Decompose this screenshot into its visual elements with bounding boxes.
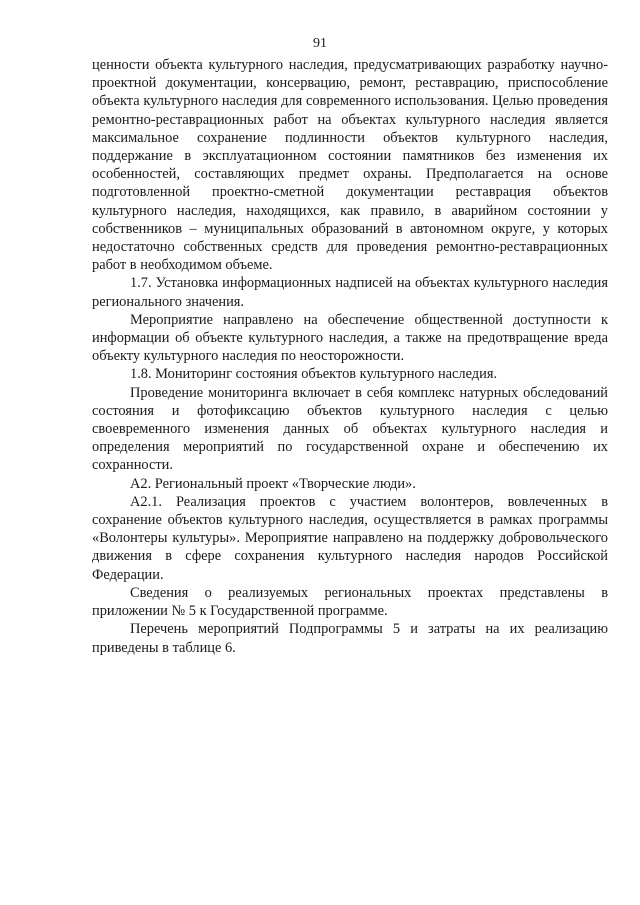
paragraph-regional-projects-note: Сведения о реализуемых региональных проектах представлены в приложении № 5 к Государственной программе.	[92, 584, 608, 620]
page-number: 91	[313, 36, 327, 51]
document-body	[92, 56, 608, 657]
paragraph-continuation: ценности объекта культурного наследия, предусматривающих разработку научно-проектной документации, консервацию, ремонт, реставрацию, приспособление объекта культурного наследия для современного использования. Целью проведения ремонтно-реставрационных работ на объектах культурного наследия является максимальное сохранение подлинности объектов культурного наследия, поддержание в эксплуатационном состоянии памятников без изменения их особенностей, составляющих предмет охраны. Предполагается на основе подготовленной проектно-сметной документации реставрация объектов культурного наследия, находящихся, как правило, в аварийном состоянии у собственников – муниципальных образований в автономном округе, у которых недостаточно собственных средств для проведения ремонтно-реставрационных работ в необходимом объеме.	[92, 57, 608, 274]
paragraph-item-a2-1: А2.1. Реализация проектов с участием волонтеров, вовлеченных в сохранение объектов культурного наследия, осуществляется в рамках программы «Волонтеры культуры». Мероприятие направлено на поддержку добровольческого движения в сфере сохранения культурного наследия народов Российской Федерации.	[92, 493, 608, 583]
paragraph-table-reference: Перечень мероприятий Подпрограммы 5 и затраты на их реализацию приведены в таблице 6.	[92, 621, 608, 656]
paragraph-item-1-7-description: Мероприятие направлено на обеспечение общественной доступности к информации об объекте культурного наследия, а также на предотвращение вреда объекту культурного наследия по неосторожности.	[92, 311, 608, 365]
paragraph-item-1-8-description: Проведение мониторинга включает в себя комплекс натурных обследований состояния и фотофиксацию объектов культурного наследия с целью своевременного изменения данных об объектах культурного наследия и определения мероприятий по государственной охране и обеспечению их сохранности.	[92, 384, 608, 474]
paragraph-project-a2: А2. Региональный проект «Творческие люди».	[130, 475, 416, 492]
paragraph-item-1-7: 1.7. Установка информационных надписей на объектах культурного наследия регионального значения.	[92, 275, 608, 310]
paragraph-item-1-8: 1.8. Мониторинг состояния объектов культурного наследия.	[130, 366, 498, 383]
